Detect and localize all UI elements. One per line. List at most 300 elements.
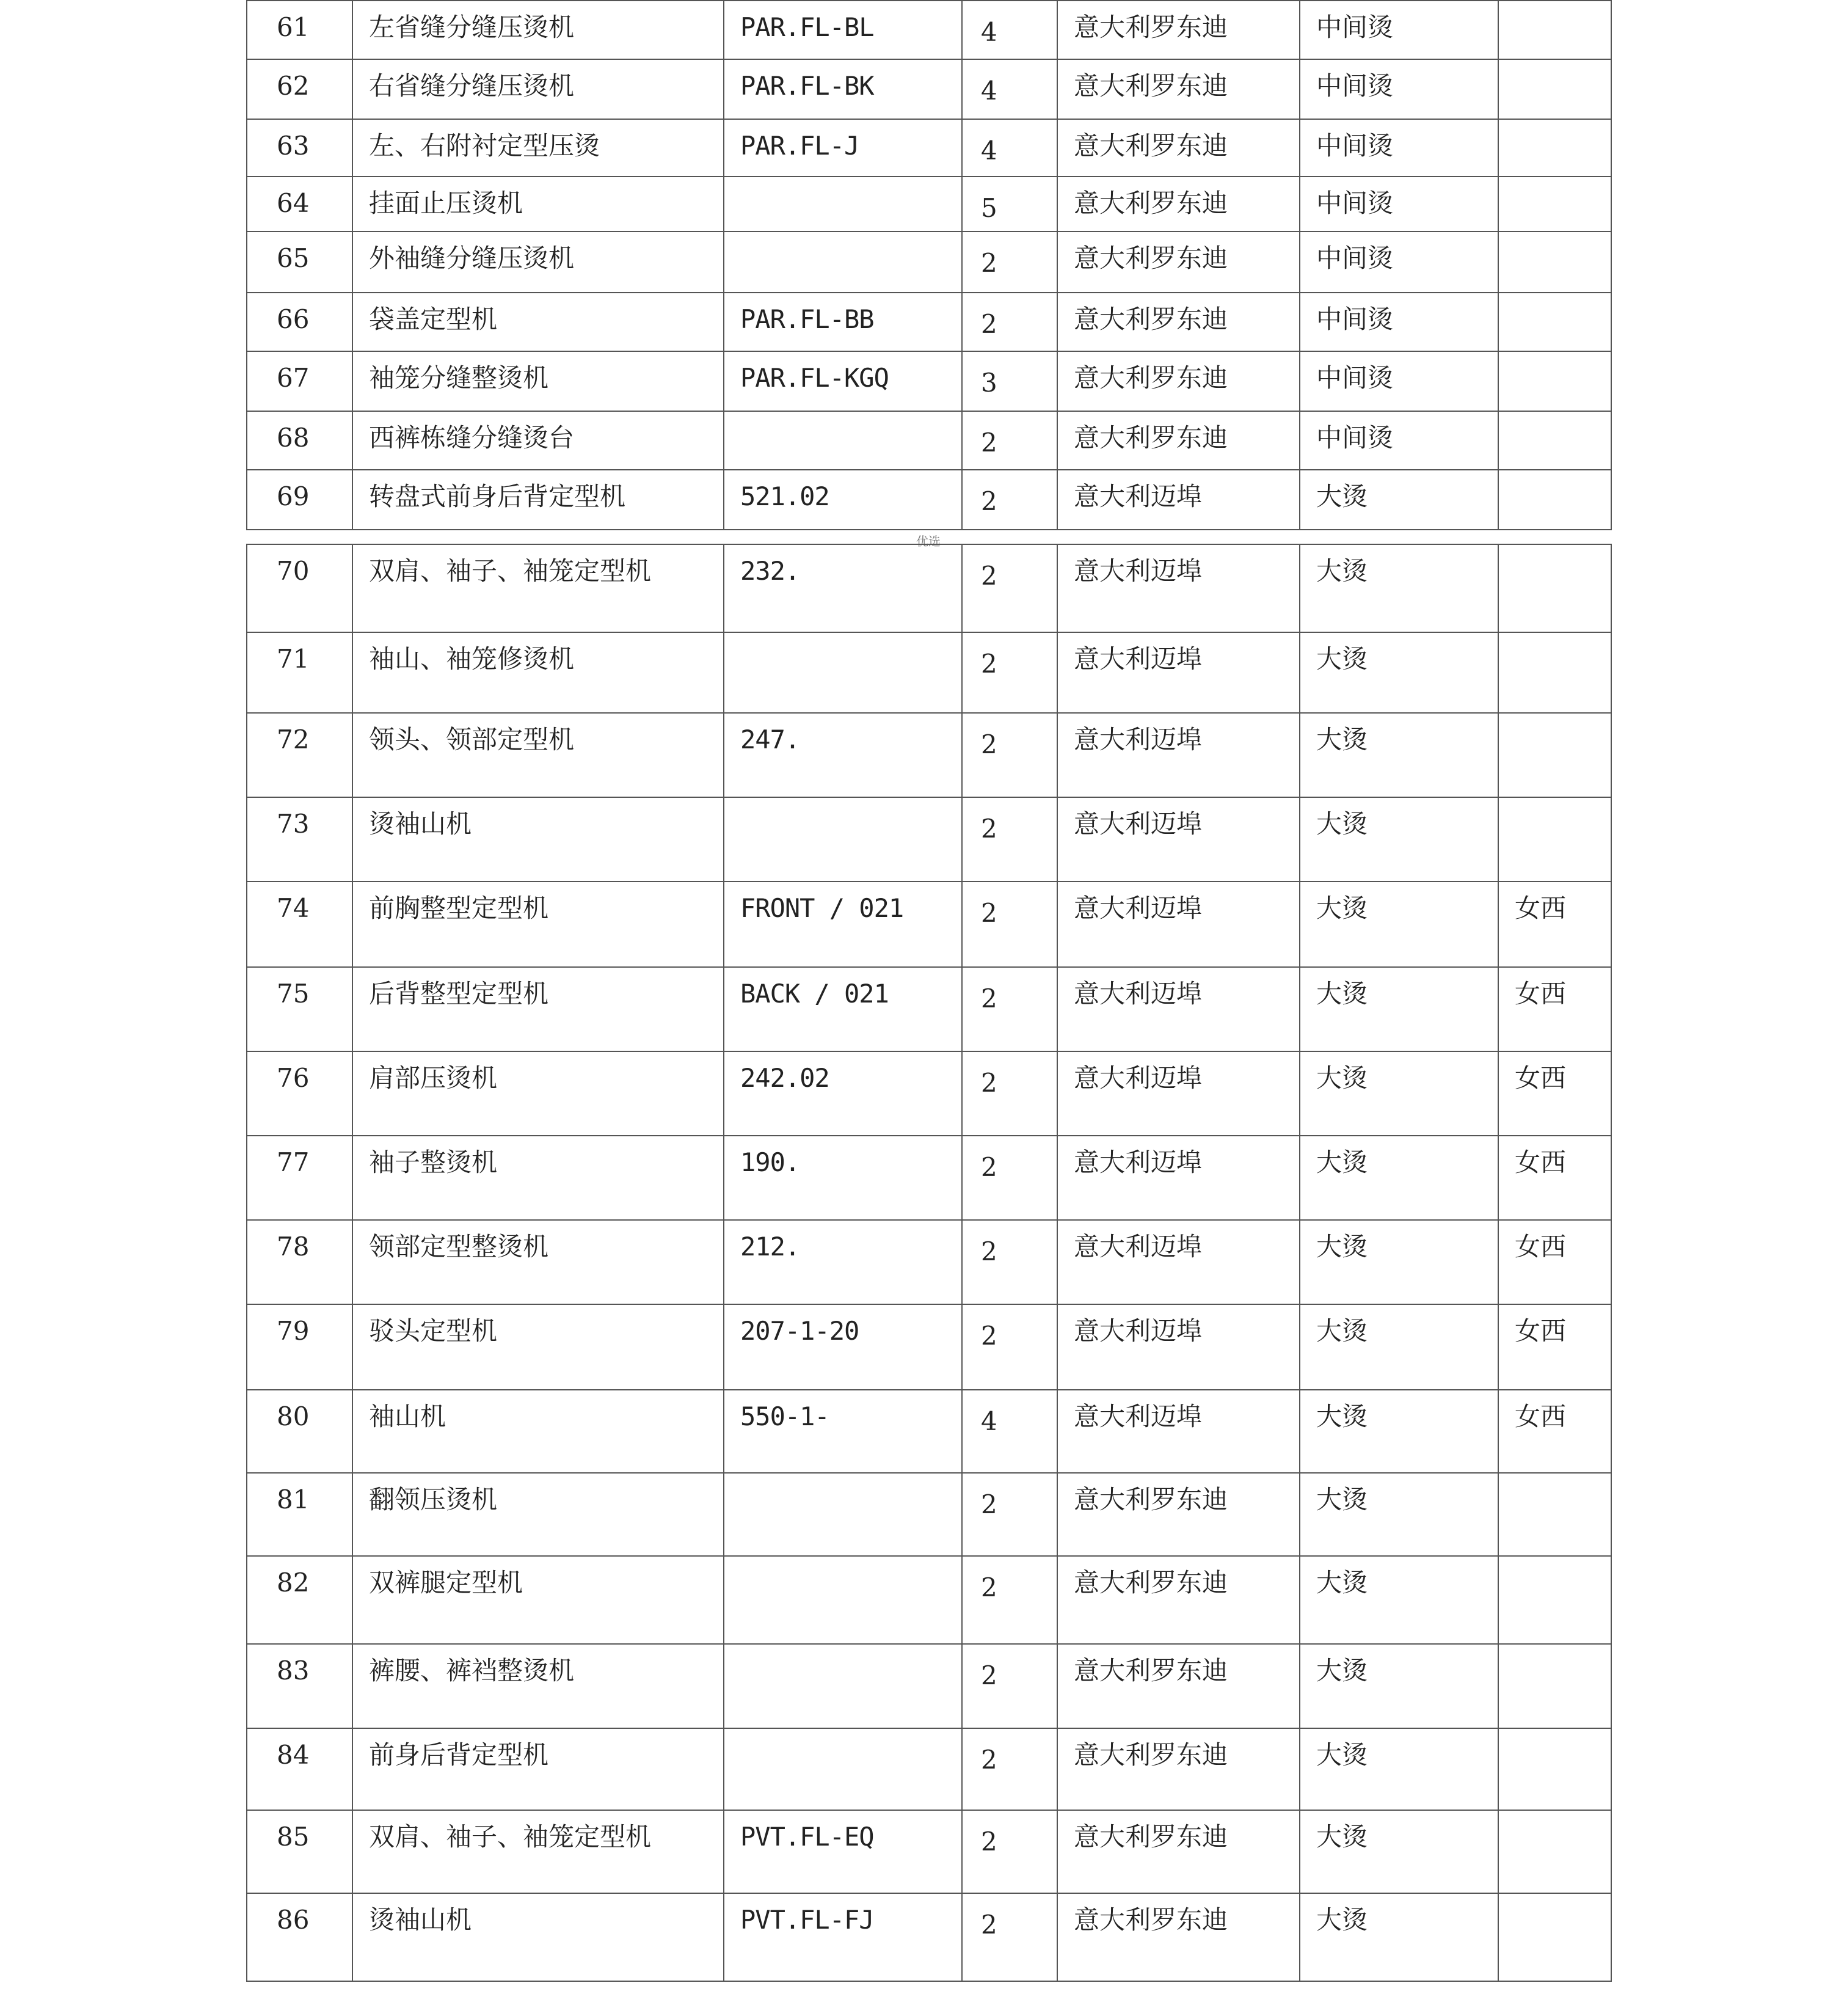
process-category-cell (1300, 1556, 1498, 1644)
equipment-table-top (246, 0, 1612, 530)
process-category: 中间烫 (1316, 131, 1394, 161)
remark-cell (1498, 119, 1611, 177)
model-number-cell (724, 632, 962, 713)
remark (1499, 1894, 1611, 1907)
manufacturer: 意大利罗东迪 (1074, 131, 1228, 161)
model-number: 247. (740, 725, 800, 754)
row-number-cell (247, 967, 352, 1051)
process-category-cell (1300, 1220, 1498, 1304)
process-category: 大烫 (1316, 1147, 1368, 1177)
equipment-name: 驳头定型机 (369, 1316, 498, 1346)
table-row (247, 411, 1611, 470)
model-number: 212. (740, 1232, 800, 1262)
process-category: 中间烫 (1316, 188, 1394, 218)
remark (1499, 177, 1611, 191)
table-row (247, 797, 1611, 882)
remark (1499, 633, 1611, 646)
process-category: 大烫 (1316, 893, 1368, 923)
page-footer-mark: 优选 (916, 534, 941, 549)
row-number-cell (247, 1473, 352, 1556)
row-number: 86 (277, 1905, 310, 1935)
quantity-cell (962, 1, 1057, 59)
remark: 女西 (1515, 1063, 1567, 1093)
manufacturer: 意大利迈埠 (1074, 893, 1203, 923)
manufacturer-cell (1057, 1810, 1300, 1893)
table-row (247, 1051, 1611, 1136)
manufacturer-cell (1057, 1, 1300, 59)
manufacturer: 意大利罗东迪 (1074, 71, 1228, 101)
row-number-cell (247, 1556, 352, 1644)
process-category-cell (1300, 293, 1498, 351)
model-number-cell (724, 1220, 962, 1304)
equipment-name: 左省缝分缝压烫机 (369, 12, 575, 42)
remark (1499, 1557, 1611, 1570)
equipment-name: 袖子整烫机 (369, 1147, 498, 1177)
row-number-cell (247, 351, 352, 411)
quantity: 2 (981, 309, 997, 339)
process-category-cell (1300, 632, 1498, 713)
quantity-cell (962, 1556, 1057, 1644)
equipment-name-cell (352, 1473, 724, 1556)
quantity: 4 (981, 136, 997, 166)
remark (1499, 798, 1611, 811)
remark-cell (1498, 351, 1611, 411)
remark (1499, 545, 1611, 558)
quantity: 2 (981, 428, 997, 458)
manufacturer-cell (1057, 1893, 1300, 1981)
model-number: PVT.FL-EQ (740, 1822, 874, 1852)
table-row (247, 1644, 1611, 1728)
remark (1499, 412, 1611, 425)
equipment-name: 双裤腿定型机 (369, 1568, 523, 1598)
equipment-name: 左、右附衬定型压烫 (369, 131, 600, 161)
manufacturer-cell (1057, 232, 1300, 293)
model-number (724, 633, 961, 646)
model-number: 232. (740, 556, 800, 586)
model-number: PAR.FL-BK (740, 71, 874, 101)
model-number: 521.02 (740, 481, 829, 511)
model-number-cell (724, 1, 962, 59)
table-row (247, 1473, 1611, 1556)
equipment-name: 挂面止压烫机 (369, 188, 523, 218)
row-number: 73 (277, 809, 310, 839)
remark (1499, 293, 1611, 307)
table-row (247, 351, 1611, 411)
model-number (724, 1474, 961, 1487)
row-number: 81 (277, 1485, 310, 1514)
model-number (724, 412, 961, 425)
remark (1499, 1474, 1611, 1487)
model-number: PAR.FL-BL (740, 12, 874, 42)
manufacturer-cell (1057, 713, 1300, 797)
equipment-name: 裤腰、裤裆整烫机 (369, 1656, 575, 1685)
table-row (247, 293, 1611, 351)
model-number: 190. (740, 1147, 800, 1177)
quantity: 2 (981, 1236, 997, 1266)
row-number-cell (247, 544, 352, 632)
remark: 女西 (1515, 1147, 1567, 1177)
process-category-cell (1300, 1644, 1498, 1728)
process-category-cell (1300, 713, 1498, 797)
model-number (724, 1557, 961, 1570)
row-number-cell (247, 1810, 352, 1893)
equipment-name-cell (352, 59, 724, 119)
quantity: 2 (981, 1745, 997, 1775)
quantity: 4 (981, 76, 997, 106)
equipment-name: 袋盖定型机 (369, 304, 498, 334)
remark-cell (1498, 470, 1611, 530)
process-category-cell (1300, 797, 1498, 882)
remark (1499, 120, 1611, 133)
manufacturer: 意大利罗东迪 (1074, 1485, 1228, 1514)
quantity: 5 (981, 193, 997, 223)
equipment-name: 肩部压烫机 (369, 1063, 498, 1093)
quantity-cell (962, 713, 1057, 797)
remark-cell (1498, 232, 1611, 293)
manufacturer-cell (1057, 1556, 1300, 1644)
model-number: BACK / 021 (740, 979, 889, 1009)
quantity: 2 (981, 898, 997, 928)
manufacturer-cell (1057, 632, 1300, 713)
manufacturer: 意大利罗东迪 (1074, 1822, 1228, 1852)
equipment-name-cell (352, 1220, 724, 1304)
table-row (247, 967, 1611, 1051)
process-category: 大烫 (1316, 1401, 1368, 1431)
equipment-name: 前胸整型定型机 (369, 893, 549, 923)
quantity-cell (962, 1051, 1057, 1136)
quantity: 2 (981, 561, 997, 591)
process-category: 大烫 (1316, 1740, 1368, 1770)
manufacturer: 意大利迈埠 (1074, 644, 1203, 674)
equipment-name-cell (352, 119, 724, 177)
row-number: 76 (277, 1063, 310, 1093)
remark-cell (1498, 293, 1611, 351)
process-category: 大烫 (1316, 644, 1368, 674)
process-category: 大烫 (1316, 725, 1368, 754)
process-category: 大烫 (1316, 1232, 1368, 1262)
process-category-cell (1300, 1473, 1498, 1556)
quantity: 2 (981, 486, 997, 516)
manufacturer-cell (1057, 1728, 1300, 1810)
table-row (247, 1810, 1611, 1893)
model-number: 242.02 (740, 1063, 829, 1093)
process-category: 中间烫 (1316, 243, 1394, 273)
manufacturer: 意大利罗东迪 (1074, 1656, 1228, 1685)
manufacturer: 意大利迈埠 (1074, 1147, 1203, 1177)
manufacturer: 意大利迈埠 (1074, 1063, 1203, 1093)
table-row (247, 1893, 1611, 1981)
process-category: 大烫 (1316, 1063, 1368, 1093)
model-number-cell (724, 293, 962, 351)
row-number-cell (247, 119, 352, 177)
remark-cell (1498, 411, 1611, 470)
process-category-cell (1300, 177, 1498, 232)
process-category-cell (1300, 1051, 1498, 1136)
row-number: 69 (277, 481, 310, 511)
row-number-cell (247, 177, 352, 232)
remark-cell (1498, 1051, 1611, 1136)
quantity: 2 (981, 649, 997, 679)
model-number-cell (724, 470, 962, 530)
model-number-cell (724, 1390, 962, 1473)
manufacturer-cell (1057, 119, 1300, 177)
manufacturer-cell (1057, 1390, 1300, 1473)
table-row (247, 1136, 1611, 1220)
equipment-name-cell (352, 713, 724, 797)
quantity: 2 (981, 248, 997, 278)
manufacturer: 意大利迈埠 (1074, 556, 1203, 586)
equipment-name: 西裤栋缝分缝烫台 (369, 423, 575, 453)
remark (1499, 1811, 1611, 1824)
manufacturer-cell (1057, 967, 1300, 1051)
manufacturer: 意大利迈埠 (1074, 1316, 1203, 1346)
equipment-name: 双肩、袖子、袖笼定型机 (369, 556, 652, 586)
model-number-cell (724, 59, 962, 119)
process-category: 大烫 (1316, 1485, 1368, 1514)
manufacturer: 意大利迈埠 (1074, 809, 1203, 839)
table-row (247, 1390, 1611, 1473)
manufacturer: 意大利罗东迪 (1074, 1905, 1228, 1935)
quantity: 2 (981, 1660, 997, 1690)
process-category: 大烫 (1316, 1905, 1368, 1935)
quantity: 2 (981, 1321, 997, 1351)
model-number-cell (724, 1304, 962, 1390)
quantity-cell (962, 1893, 1057, 1981)
model-number-cell (724, 1728, 962, 1810)
remark-cell (1498, 1136, 1611, 1220)
remark-cell (1498, 1390, 1611, 1473)
manufacturer-cell (1057, 1473, 1300, 1556)
row-number: 64 (277, 188, 310, 218)
remark-cell (1498, 1893, 1611, 1981)
model-number (724, 1729, 961, 1742)
manufacturer-cell (1057, 1304, 1300, 1390)
process-category-cell (1300, 119, 1498, 177)
row-number: 72 (277, 725, 310, 754)
quantity-cell (962, 967, 1057, 1051)
quantity: 2 (981, 814, 997, 844)
process-category-cell (1300, 59, 1498, 119)
row-number-cell (247, 59, 352, 119)
model-number-cell (724, 351, 962, 411)
process-category: 大烫 (1316, 1656, 1368, 1685)
table-row (247, 632, 1611, 713)
equipment-name: 翻领压烫机 (369, 1485, 498, 1514)
remark (1499, 232, 1611, 246)
model-number-cell (724, 119, 962, 177)
remark: 女西 (1515, 979, 1567, 1009)
table-row (247, 59, 1611, 119)
process-category-cell (1300, 411, 1498, 470)
process-category: 大烫 (1316, 1316, 1368, 1346)
quantity-cell (962, 470, 1057, 530)
process-category-cell (1300, 967, 1498, 1051)
model-number: PAR.FL-KGQ (740, 363, 889, 393)
quantity-cell (962, 1136, 1057, 1220)
remark (1499, 1645, 1611, 1658)
manufacturer: 意大利迈埠 (1074, 1401, 1203, 1431)
remark-cell (1498, 1220, 1611, 1304)
manufacturer: 意大利罗东迪 (1074, 1568, 1228, 1598)
process-category-cell (1300, 1390, 1498, 1473)
row-number: 83 (277, 1656, 310, 1685)
process-category-cell (1300, 1810, 1498, 1893)
remark: 女西 (1515, 1232, 1567, 1262)
process-category-cell (1300, 1136, 1498, 1220)
quantity-cell (962, 119, 1057, 177)
equipment-name: 烫袖山机 (369, 809, 472, 839)
row-number: 84 (277, 1740, 310, 1770)
row-number-cell (247, 797, 352, 882)
equipment-name-cell (352, 1390, 724, 1473)
model-number: PVT.FL-FJ (740, 1905, 874, 1935)
remark (1499, 714, 1611, 727)
equipment-name: 领部定型整烫机 (369, 1232, 549, 1262)
process-category: 大烫 (1316, 556, 1368, 586)
row-number: 75 (277, 979, 310, 1009)
equipment-name-cell (352, 232, 724, 293)
model-number-cell (724, 1051, 962, 1136)
equipment-name: 前身后背定型机 (369, 1740, 549, 1770)
remark-cell (1498, 882, 1611, 967)
row-number-cell (247, 1, 352, 59)
remark-cell (1498, 967, 1611, 1051)
manufacturer-cell (1057, 1220, 1300, 1304)
equipment-name-cell (352, 351, 724, 411)
row-number: 74 (277, 893, 310, 923)
quantity: 2 (981, 729, 997, 759)
remark: 女西 (1515, 893, 1567, 923)
manufacturer: 意大利罗东迪 (1074, 423, 1228, 453)
row-number-cell (247, 1390, 352, 1473)
manufacturer-cell (1057, 59, 1300, 119)
equipment-name-cell (352, 1893, 724, 1981)
row-number-cell (247, 1051, 352, 1136)
model-number: PAR.FL-BB (740, 304, 874, 334)
row-number-cell (247, 713, 352, 797)
row-number-cell (247, 1644, 352, 1728)
manufacturer-cell (1057, 544, 1300, 632)
equipment-name-cell (352, 177, 724, 232)
remark-cell (1498, 632, 1611, 713)
process-category: 中间烫 (1316, 363, 1394, 393)
quantity: 2 (981, 984, 997, 1013)
manufacturer-cell (1057, 1644, 1300, 1728)
model-number-cell (724, 882, 962, 967)
model-number: FRONT / 021 (740, 893, 904, 923)
remark: 女西 (1515, 1401, 1567, 1431)
row-number-cell (247, 1220, 352, 1304)
equipment-name-cell (352, 797, 724, 882)
quantity-cell (962, 1304, 1057, 1390)
quantity-cell (962, 351, 1057, 411)
row-number: 82 (277, 1568, 310, 1598)
remark-cell (1498, 59, 1611, 119)
row-number: 85 (277, 1822, 310, 1852)
manufacturer: 意大利罗东迪 (1074, 188, 1228, 218)
manufacturer: 意大利迈埠 (1074, 1232, 1203, 1262)
model-number-cell (724, 177, 962, 232)
process-category-cell (1300, 351, 1498, 411)
manufacturer: 意大利迈埠 (1074, 725, 1203, 754)
equipment-name-cell (352, 470, 724, 530)
manufacturer-cell (1057, 1051, 1300, 1136)
row-number: 62 (277, 71, 310, 101)
model-number (724, 798, 961, 811)
process-category: 中间烫 (1316, 304, 1394, 334)
remark-cell (1498, 1, 1611, 59)
manufacturer: 意大利罗东迪 (1074, 1740, 1228, 1770)
equipment-name: 烫袖山机 (369, 1905, 472, 1935)
row-number: 67 (277, 363, 310, 393)
row-number-cell (247, 1136, 352, 1220)
quantity-cell (962, 544, 1057, 632)
row-number-cell (247, 632, 352, 713)
model-number: 550-1- (740, 1401, 829, 1431)
equipment-name-cell (352, 1051, 724, 1136)
quantity: 4 (981, 17, 997, 47)
row-number: 78 (277, 1232, 310, 1262)
model-number-cell (724, 1644, 962, 1728)
quantity-cell (962, 59, 1057, 119)
remark (1499, 352, 1611, 365)
row-number: 63 (277, 131, 310, 161)
equipment-name: 外袖缝分缝压烫机 (369, 243, 575, 273)
model-number-cell (724, 713, 962, 797)
model-number-cell (724, 1810, 962, 1893)
remark-cell (1498, 797, 1611, 882)
process-category-cell (1300, 470, 1498, 530)
model-number: 207-1-20 (740, 1316, 859, 1346)
manufacturer-cell (1057, 1136, 1300, 1220)
model-number (724, 1645, 961, 1658)
equipment-name-cell (352, 1644, 724, 1728)
equipment-name-cell (352, 411, 724, 470)
quantity: 2 (981, 1489, 997, 1519)
row-number: 80 (277, 1401, 310, 1431)
equipment-table-bottom (246, 544, 1612, 1982)
row-number-cell (247, 411, 352, 470)
quantity-cell (962, 293, 1057, 351)
table-row (247, 1, 1611, 59)
equipment-name-cell (352, 632, 724, 713)
quantity-cell (962, 1810, 1057, 1893)
row-number-cell (247, 293, 352, 351)
quantity-cell (962, 1644, 1057, 1728)
process-category-cell (1300, 232, 1498, 293)
process-category: 大烫 (1316, 809, 1368, 839)
table-row (247, 232, 1611, 293)
process-category: 大烫 (1316, 1822, 1368, 1852)
quantity: 2 (981, 1827, 997, 1857)
quantity-cell (962, 1220, 1057, 1304)
equipment-name: 后背整型定型机 (369, 979, 549, 1009)
row-number: 68 (277, 423, 310, 453)
remark-cell (1498, 713, 1611, 797)
table-row (247, 470, 1611, 530)
process-category-cell (1300, 1893, 1498, 1981)
quantity-cell (962, 882, 1057, 967)
row-number-cell (247, 882, 352, 967)
row-number-cell (247, 1728, 352, 1810)
row-number: 66 (277, 304, 310, 334)
quantity-cell (962, 1473, 1057, 1556)
model-number-cell (724, 1893, 962, 1981)
table-row (247, 1220, 1611, 1304)
quantity: 2 (981, 1152, 997, 1182)
remark-cell (1498, 1473, 1611, 1556)
model-number: PAR.FL-J (740, 131, 859, 161)
